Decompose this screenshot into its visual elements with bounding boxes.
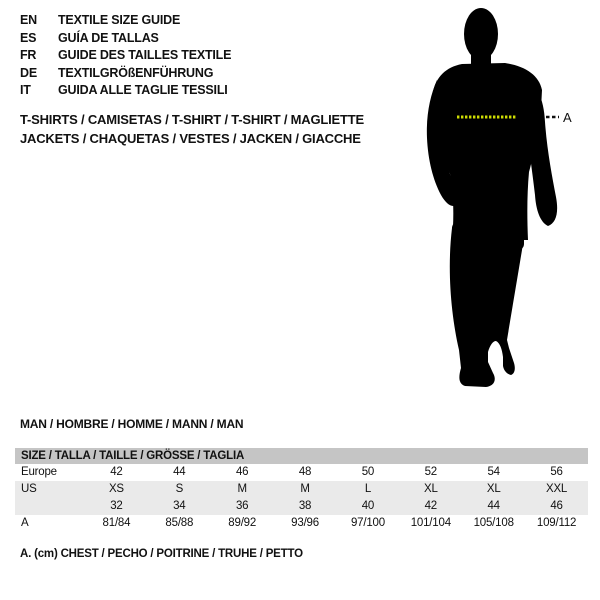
table-cell: XL	[423, 483, 438, 495]
row-label	[15, 498, 85, 515]
language-code: IT	[20, 83, 31, 97]
language-label: GUÍA DE TALLAS	[58, 30, 159, 45]
table-cell: XS	[108, 483, 124, 495]
table-cell: 46	[235, 466, 249, 478]
row-label: Europe	[21, 466, 57, 478]
table-cell: 42	[424, 500, 438, 512]
row-label: A	[21, 517, 29, 529]
language-label: GUIDA ALLE TAGLIE TESSILI	[58, 83, 228, 97]
table-cell: 56	[550, 466, 563, 478]
table-cell: 109/112	[536, 517, 577, 529]
table-cell: 50	[361, 466, 375, 478]
table-cell: 48	[298, 466, 312, 478]
table-cell: S	[175, 483, 184, 495]
size-table-header: SIZE / TALLA / TAILLE / GRÖSSE / TAGLIA	[15, 448, 588, 464]
table-row-chest-cm	[15, 515, 588, 532]
table-cell: 52	[424, 466, 438, 478]
table-cell: 40	[361, 500, 375, 512]
section-title-man: MAN / HOMBRE / HOMME / MANN / MAN	[20, 417, 244, 431]
table-cell: 85/88	[165, 517, 194, 529]
table-cell: 93/96	[291, 517, 319, 529]
table-row-us-numeric	[15, 498, 588, 515]
silhouette-neck	[471, 46, 491, 66]
table-cell: 97/100	[350, 517, 385, 529]
size-table	[15, 448, 588, 532]
table-cell: L	[364, 483, 372, 495]
man-silhouette	[427, 8, 557, 387]
table-cell: M	[237, 483, 247, 495]
table-cell: 46	[550, 500, 563, 512]
language-label: TEXTILGRÖßENFÜHRUNG	[58, 65, 214, 80]
table-cell: 36	[235, 500, 249, 512]
table-cell: 101/104	[410, 517, 451, 529]
language-code: EN	[20, 13, 37, 27]
table-cell: XXL	[545, 483, 568, 495]
table-row-us	[15, 481, 588, 498]
language-code: FR	[20, 48, 37, 62]
table-cell: 38	[298, 500, 312, 512]
category-tshirts: T-SHIRTS / CAMISETAS / T-SHIRT / T-SHIRT / MAGLIETTE	[20, 112, 364, 127]
table-cell: 54	[487, 466, 500, 478]
table-cell: 44	[173, 466, 186, 478]
table-cell: 34	[173, 500, 186, 512]
table-cell: XL	[486, 483, 501, 495]
language-label: GUIDE DES TAILLES TEXTILE	[58, 48, 232, 62]
row-label: US	[21, 483, 37, 495]
category-jackets: JACKETS / CHAQUETAS / VESTES / JACKEN / GIACCHE	[20, 130, 361, 146]
table-row-europe	[15, 464, 588, 481]
language-label: TEXTILE SIZE GUIDE	[58, 13, 181, 27]
table-cell: M	[300, 483, 310, 495]
language-code: DE	[20, 65, 37, 80]
table-cell: 42	[110, 466, 123, 478]
measure-label-a: A	[563, 110, 572, 125]
table-cell: 32	[110, 500, 123, 512]
silhouette-legs	[450, 224, 523, 387]
table-cell: 81/84	[102, 517, 131, 529]
language-code: ES	[20, 30, 37, 45]
table-cell: 44	[487, 500, 500, 512]
table-cell: 89/92	[228, 517, 257, 529]
measurement-footnote: A. (cm) CHEST / PECHO / POITRINE / TRUHE / PETTO	[20, 548, 303, 560]
table-cell: 105/108	[473, 517, 514, 529]
